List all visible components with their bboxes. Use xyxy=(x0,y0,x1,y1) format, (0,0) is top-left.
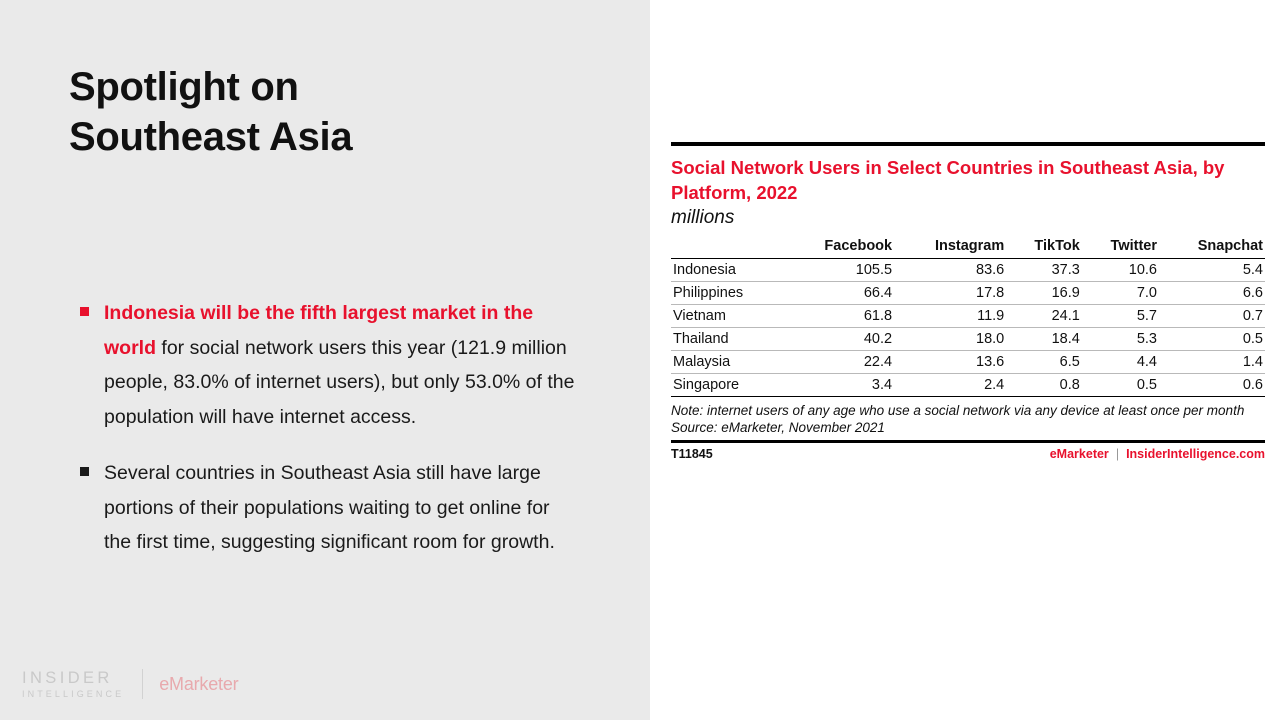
cell-value: 24.1 xyxy=(1006,305,1082,328)
logo-line-intelligence: INTELLIGENCE xyxy=(22,688,125,699)
column-header-facebook: Facebook xyxy=(784,236,894,259)
bullet-marker-icon xyxy=(80,307,89,316)
chart-footer xyxy=(671,447,1265,461)
table-body xyxy=(671,259,1265,397)
cell-value: 0.5 xyxy=(1159,328,1265,351)
cell-value: 83.6 xyxy=(894,259,1006,282)
cell-value: 61.8 xyxy=(784,305,894,328)
bullet-body-text: Several countries in Southeast Asia still have large portions of their populations waiting to get online for the first time, suggesting significant room for growth. xyxy=(104,462,555,553)
logo-divider xyxy=(142,669,143,699)
cell-value: 7.0 xyxy=(1082,282,1159,305)
table-row xyxy=(671,305,1265,328)
row-label: Malaysia xyxy=(671,351,784,374)
table-row xyxy=(671,259,1265,282)
chart-note: Note: internet users of any age who use a social network via any device at least once per month xyxy=(671,403,1245,418)
chart-bottom-rule xyxy=(671,440,1265,443)
row-label: Indonesia xyxy=(671,259,784,282)
chart-source: Source: eMarketer, November 2021 xyxy=(671,420,885,435)
column-header-tiktok: TikTok xyxy=(1006,236,1082,259)
insider-intelligence-logo xyxy=(22,669,124,700)
chart-units-label: millions xyxy=(671,207,735,228)
cell-value: 0.6 xyxy=(1159,374,1265,397)
column-header-instagram: Instagram xyxy=(894,236,1006,259)
cell-value: 3.4 xyxy=(784,374,894,397)
list-item xyxy=(80,296,580,434)
bullet-highlight-text: Indonesia will be the fifth largest market in the world xyxy=(104,302,534,359)
emarketer-logo: eMarketer xyxy=(159,673,239,694)
chart-id: T11845 xyxy=(671,447,713,461)
table-row xyxy=(671,374,1265,397)
table-header-row xyxy=(671,236,1265,259)
chart-panel xyxy=(671,142,1265,461)
row-label: Vietnam xyxy=(671,305,784,328)
cell-value: 18.4 xyxy=(1006,328,1082,351)
data-table xyxy=(671,236,1265,397)
cell-value: 4.4 xyxy=(1082,351,1159,374)
cell-value: 66.4 xyxy=(784,282,894,305)
column-header-snapchat: Snapchat xyxy=(1159,236,1265,259)
cell-value: 6.5 xyxy=(1006,351,1082,374)
row-label: Singapore xyxy=(671,374,784,397)
row-label: Thailand xyxy=(671,328,784,351)
cell-value: 22.4 xyxy=(784,351,894,374)
cell-value: 11.9 xyxy=(894,305,1006,328)
brand-separator: | xyxy=(1115,447,1120,461)
chart-title: Social Network Users in Select Countries in Southeast Asia, by Platform, 2022 xyxy=(671,157,1225,203)
column-header-twitter: Twitter xyxy=(1082,236,1159,259)
cell-value: 5.7 xyxy=(1082,305,1159,328)
chart-brandline xyxy=(1050,447,1265,461)
cell-value: 40.2 xyxy=(784,328,894,351)
cell-value: 5.3 xyxy=(1082,328,1159,351)
cell-value: 18.0 xyxy=(894,328,1006,351)
cell-value: 0.7 xyxy=(1159,305,1265,328)
row-label: Philippines xyxy=(671,282,784,305)
table-header xyxy=(671,236,1265,259)
bullet-body-text: for social network users this year (121.9 million people, 83.0% of internet users), but only 53.0% of the population will have internet access. xyxy=(104,336,575,428)
footer-logo xyxy=(22,665,238,703)
table-row xyxy=(671,328,1265,351)
cell-value: 2.4 xyxy=(894,374,1006,397)
bullet-list xyxy=(80,296,580,582)
cell-value: 0.5 xyxy=(1082,374,1159,397)
brand-insiderintelligence[interactable]: InsiderIntelligence.com xyxy=(1126,447,1265,461)
cell-value: 17.8 xyxy=(894,282,1006,305)
cell-value: 0.8 xyxy=(1006,374,1082,397)
cell-value: 16.9 xyxy=(1006,282,1082,305)
column-header-country xyxy=(671,236,784,259)
cell-value: 10.6 xyxy=(1082,259,1159,282)
list-item xyxy=(80,456,580,560)
table-row xyxy=(671,282,1265,305)
table-row xyxy=(671,351,1265,374)
brand-emarketer: eMarketer xyxy=(1049,447,1109,461)
chart-top-rule xyxy=(671,142,1265,146)
cell-value: 13.6 xyxy=(894,351,1006,374)
cell-value: 1.4 xyxy=(1159,351,1265,374)
cell-value: 6.6 xyxy=(1159,282,1265,305)
cell-value: 105.5 xyxy=(784,259,894,282)
cell-value: 5.4 xyxy=(1159,259,1265,282)
logo-line-insider: INSIDER xyxy=(22,668,113,687)
bullet-marker-icon xyxy=(80,467,89,476)
page-title: Spotlight on Southeast Asia xyxy=(69,65,353,159)
cell-value: 37.3 xyxy=(1006,259,1082,282)
